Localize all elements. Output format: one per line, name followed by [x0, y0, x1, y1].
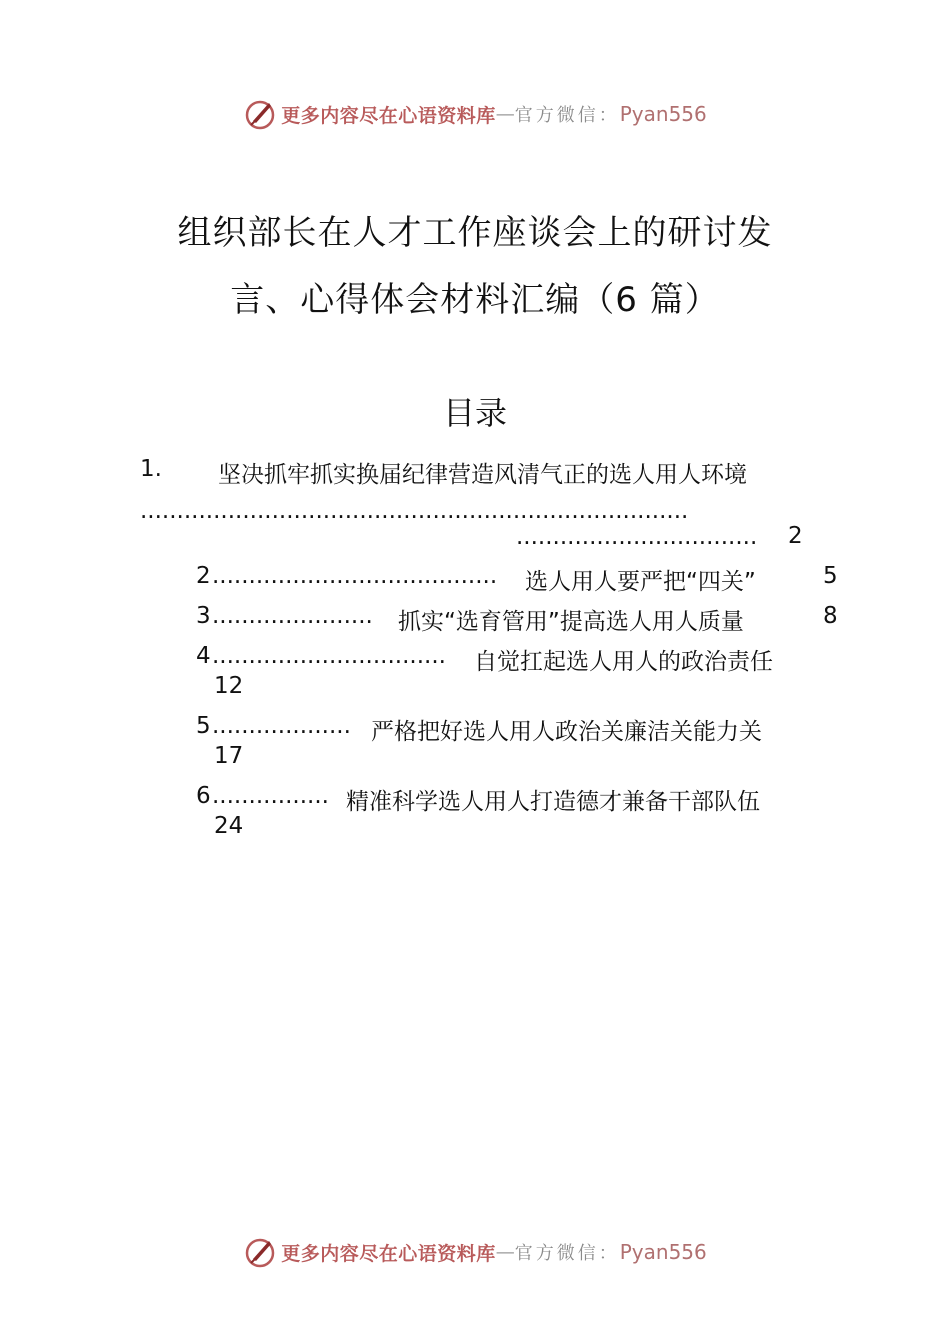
toc-item-1-leader-2: .................................: [516, 524, 758, 550]
banner-wechat-id: Pyan556: [619, 102, 707, 126]
footer-wechat-label: 官方微信：: [514, 1243, 620, 1264]
toc-item-3-leader: ......................: [212, 603, 373, 629]
toc-item-2-text[interactable]: 选人用人要严把“四关”: [525, 569, 756, 595]
banner-site-name: 更多内容尽在心语资料库: [281, 104, 496, 127]
toc-item-5-leader: ...................: [212, 713, 351, 739]
toc-item-5-page[interactable]: 17: [214, 743, 244, 769]
toc-item-4-leader: ................................: [212, 643, 446, 669]
toc-item-6-num[interactable]: 6: [196, 783, 211, 809]
toc-item-4-page[interactable]: 12: [214, 673, 244, 699]
quill-logo-icon: [243, 97, 277, 131]
banner-separator: —: [495, 103, 515, 125]
toc-item-2-page[interactable]: 5: [823, 563, 838, 589]
toc-item-1-text[interactable]: 坚决抓牢抓实换届纪律营造风清气正的选人用人环境: [218, 462, 747, 488]
footer-banner: [0, 1232, 950, 1272]
toc-item-3-page[interactable]: 8: [823, 603, 838, 629]
toc-item-1-page[interactable]: 2: [788, 523, 803, 549]
toc-item-6-page[interactable]: 24: [214, 813, 244, 839]
document-title-line2: 言、心得体会材料汇编（6 篇）: [230, 280, 720, 320]
toc-item-4-text[interactable]: 自觉扛起选人用人的政治责任: [474, 649, 773, 675]
toc-heading: 目录: [442, 394, 507, 432]
toc-item-6-text[interactable]: 精准科学选人用人打造德才兼备干部队伍: [346, 789, 760, 815]
toc-item-2-leader: .......................................: [212, 563, 498, 589]
toc-item-1-leader: ...........................................................................: [140, 498, 689, 524]
toc-item-5-text[interactable]: 严格把好选人用人政治关廉洁关能力关: [371, 719, 762, 745]
toc-item-3-num[interactable]: 3: [196, 603, 211, 629]
toc-item-6-leader: ................: [212, 783, 329, 809]
header-banner: [0, 94, 950, 134]
toc-item-1-num[interactable]: 1.: [140, 456, 162, 482]
footer-wechat-id: Pyan556: [619, 1240, 707, 1264]
footer-separator: —: [495, 1241, 515, 1263]
toc-item-5-num[interactable]: 5: [196, 713, 211, 739]
quill-logo-icon: [243, 1235, 277, 1269]
document-title-line1: 组织部长在人才工作座谈会上的研讨发: [177, 213, 773, 253]
toc-item-4-num[interactable]: 4: [196, 643, 211, 669]
footer-site-name: 更多内容尽在心语资料库: [281, 1242, 496, 1265]
toc-item-2-num[interactable]: 2: [196, 563, 211, 589]
toc-item-3-text[interactable]: 抓实“选育管用”提高选人用人质量: [398, 609, 744, 635]
banner-wechat-label: 官方微信：: [514, 105, 620, 126]
